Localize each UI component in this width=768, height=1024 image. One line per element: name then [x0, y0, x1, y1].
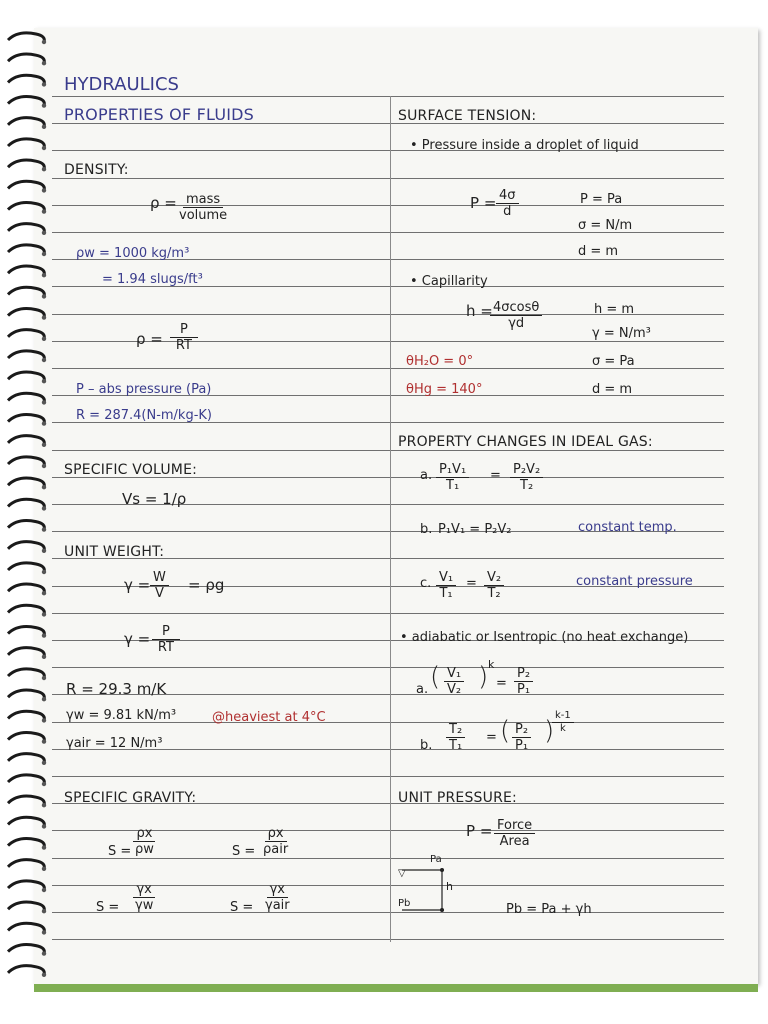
- ig-b-eq: P₁V₁ = P₂V₂: [438, 522, 512, 537]
- ig-c-frac1: [436, 570, 456, 601]
- spiral-coil: [8, 732, 44, 741]
- spiral-hole: [42, 315, 46, 319]
- pressure-definition: P – abs pressure (Pa): [76, 382, 212, 397]
- cap-den: γd: [508, 316, 525, 331]
- spiral-hole: [42, 209, 46, 213]
- spiral-coil: [8, 436, 44, 445]
- ig-b-label: b.: [420, 522, 433, 537]
- spiral-hole: [42, 824, 46, 828]
- droplet-num: 4σ: [496, 188, 519, 204]
- spiral-hole: [42, 252, 46, 256]
- spiral-hole: [42, 803, 46, 807]
- ad-a-lparen: (: [430, 662, 441, 692]
- ad-b-rnum: P₂: [512, 722, 531, 738]
- spiral-hole: [42, 443, 46, 447]
- spiral-hole: [42, 40, 46, 44]
- unit-weight-fraction: [150, 570, 169, 601]
- spiral-hole: [42, 167, 46, 171]
- sg-s4: S =: [230, 900, 254, 915]
- ideal-density-lhs: ρ =: [136, 330, 163, 348]
- spiral-coil: [8, 966, 44, 975]
- spiral-coil: [8, 542, 44, 551]
- ad-b-rparen: ): [544, 716, 555, 746]
- spiral-hole: [42, 697, 46, 701]
- spiral-hole: [42, 231, 46, 235]
- spiral-hole: [42, 146, 46, 150]
- sg-f4-den: γair: [265, 898, 290, 913]
- spiral-coil: [8, 75, 44, 84]
- spiral-hole: [42, 125, 46, 129]
- spiral-hole: [42, 549, 46, 553]
- density-den: volume: [179, 208, 228, 223]
- ig-b-note: constant temp.: [578, 520, 677, 535]
- spiral-coil: [8, 669, 44, 678]
- unit-sigma2: σ = Pa: [592, 354, 635, 369]
- unit-weight-lhs: γ =: [124, 576, 151, 594]
- heaviest-note: @heaviest at 4°C: [212, 710, 326, 725]
- density-fraction: [176, 192, 230, 223]
- spiral-hole: [42, 739, 46, 743]
- capillarity-fraction: [490, 300, 542, 331]
- spiral-coil: [8, 245, 44, 254]
- spiral-hole: [42, 612, 46, 616]
- spiral-hole: [42, 188, 46, 192]
- spiral-coil: [8, 626, 44, 635]
- ruled-line: [52, 939, 724, 940]
- spiral-coil: [8, 605, 44, 614]
- spiral-coil: [8, 478, 44, 487]
- spiral-hole: [42, 464, 46, 468]
- spiral-hole: [42, 506, 46, 510]
- page-edge: [34, 984, 758, 992]
- spiral-coil: [8, 648, 44, 657]
- ideal-den: RT: [175, 338, 192, 353]
- spiral-hole: [42, 718, 46, 722]
- spiral-hole: [42, 527, 46, 531]
- spiral-hole: [42, 485, 46, 489]
- spiral-hole: [42, 867, 46, 871]
- spiral-hole: [42, 379, 46, 383]
- ig-a-frac2: [510, 462, 543, 493]
- gamma-air: γair = 12 N/m³: [66, 736, 163, 751]
- ad-b-rden: P₁: [515, 738, 529, 753]
- spiral-coil: [8, 139, 44, 148]
- spiral-hole: [42, 421, 46, 425]
- spiral-coil: [8, 520, 44, 529]
- ig-c-num2: V₂: [484, 570, 504, 586]
- spiral-hole: [42, 655, 46, 659]
- density-header: DENSITY:: [64, 162, 129, 178]
- page-title: HYDRAULICS: [64, 74, 179, 95]
- spiral-coil: [8, 711, 44, 720]
- ig-c-den2: T₂: [487, 586, 501, 601]
- ruled-line: [52, 178, 724, 179]
- spiral-coil: [8, 881, 44, 890]
- ig-a-num2: P₂V₂: [510, 462, 543, 478]
- sg-f3-num: γx: [133, 882, 154, 898]
- up-lhs: P =: [466, 822, 493, 840]
- spiral-coil: [8, 414, 44, 423]
- ad-b-exp: [552, 710, 574, 735]
- unit-gamma: γ = N/m³: [592, 326, 651, 341]
- uw-num2: P: [152, 624, 180, 640]
- ruled-line: [52, 450, 724, 451]
- spiral-coil: [8, 160, 44, 169]
- ideal-gas-header: PROPERTY CHANGES IN IDEAL GAS:: [398, 434, 653, 450]
- unit-weight-rhs: = ρg: [188, 576, 225, 594]
- sg-fraction-1: [132, 826, 157, 857]
- ad-b-frac: [446, 722, 465, 753]
- ad-a-num: V₁: [444, 666, 464, 682]
- spiral-hole: [42, 82, 46, 86]
- up-fraction: [494, 818, 535, 849]
- sg-s2: S =: [232, 844, 256, 859]
- spiral-coil: [8, 944, 44, 953]
- ig-c-frac2: [484, 570, 504, 601]
- up-eq: Pb = Pa + γh: [506, 902, 592, 917]
- spiral-hole: [42, 888, 46, 892]
- center-divider: [390, 96, 391, 942]
- ad-a-rnum: P₂: [514, 666, 533, 682]
- spiral-hole: [42, 294, 46, 298]
- properties-header: PROPERTIES OF FLUIDS: [64, 105, 255, 124]
- ad-a-rden: P₁: [517, 682, 531, 697]
- spiral-coil: [8, 838, 44, 847]
- spiral-coil: [8, 54, 44, 63]
- sg-f2-num: ρx: [265, 826, 287, 842]
- spiral-coil: [8, 202, 44, 211]
- specific-volume-header: SPECIFIC VOLUME:: [64, 462, 198, 478]
- spiral-coil: [8, 181, 44, 190]
- ig-a-num1: P₁V₁: [436, 462, 469, 478]
- droplet-note: • Pressure inside a droplet of liquid: [410, 138, 639, 153]
- ad-a-label: a.: [416, 682, 429, 697]
- cap-h-lhs: h =: [466, 302, 493, 320]
- svg-text:▽: ▽: [398, 868, 406, 879]
- spiral-coil: [8, 860, 44, 869]
- spiral-binding: [0, 0, 60, 990]
- spiral-coil: [8, 584, 44, 593]
- ad-b-num: T₂: [446, 722, 465, 738]
- unit-h: h = m: [594, 302, 635, 317]
- up-num: Force: [494, 818, 535, 834]
- ad-a-exp: k: [488, 658, 495, 671]
- ig-a-den1: T₁: [446, 478, 460, 493]
- spiral-coil: [8, 817, 44, 826]
- spiral-hole: [42, 570, 46, 574]
- spiral-hole: [42, 973, 46, 977]
- specific-gravity-header: SPECIFIC GRAVITY:: [64, 790, 197, 806]
- density-num: mass: [183, 192, 223, 208]
- spiral-coil: [8, 690, 44, 699]
- spiral-coil: [8, 118, 44, 127]
- spiral-coil: [8, 499, 44, 508]
- uw-den: V: [154, 586, 164, 601]
- spiral-hole: [42, 273, 46, 277]
- water-density-us: = 1.94 slugs/ft³: [102, 272, 203, 287]
- unit-weight-fraction2: [152, 624, 180, 655]
- unit-d2: d = m: [592, 382, 633, 397]
- spiral-coil: [8, 563, 44, 572]
- ig-c-num1: V₁: [436, 570, 456, 586]
- spiral-coil: [8, 902, 44, 911]
- ig-a-equals: =: [490, 468, 501, 483]
- spiral-coil: [8, 393, 44, 402]
- ig-c-label: c.: [420, 576, 432, 591]
- surface-tension-header: SURFACE TENSION:: [398, 108, 537, 124]
- spiral-coil: [8, 308, 44, 317]
- spiral-coil: [8, 457, 44, 466]
- spiral-hole: [42, 930, 46, 934]
- theta-water: θH₂O = 0°: [406, 354, 474, 369]
- spiral-hole: [42, 103, 46, 107]
- h-label: h: [446, 880, 453, 893]
- ideal-density-fraction: [170, 322, 198, 353]
- gamma-water: γw = 9.81 kN/m³: [66, 708, 177, 723]
- sg-f2-den: ρair: [263, 842, 289, 857]
- spiral-hole: [42, 782, 46, 786]
- spiral-coil: [8, 372, 44, 381]
- up-den: Area: [499, 834, 530, 849]
- sg-f1-den: ρw: [135, 842, 154, 857]
- sg-fraction-2: [260, 826, 291, 857]
- ig-c-den1: T₁: [439, 586, 453, 601]
- ideal-num: P: [170, 322, 198, 338]
- spiral-hole: [42, 676, 46, 680]
- spiral-hole: [42, 761, 46, 765]
- ig-c-equals: =: [466, 576, 477, 591]
- ad-a-den: V₂: [447, 682, 462, 697]
- unit-p: P = Pa: [580, 192, 623, 207]
- sg-s3: S =: [96, 900, 120, 915]
- spiral-coil: [8, 796, 44, 805]
- pa-label: Pa: [430, 854, 442, 865]
- adiabatic-note: • adiabatic or Isentropic (no heat exchange): [400, 630, 689, 645]
- uw-den2: RT: [157, 640, 174, 655]
- spiral-coil: [8, 351, 44, 360]
- spiral-hole: [42, 61, 46, 65]
- spiral-coil: [8, 754, 44, 763]
- ruled-line: [52, 613, 724, 614]
- droplet-fraction: [496, 188, 519, 219]
- ad-a-equals: =: [496, 676, 507, 691]
- ig-a-label: a.: [420, 468, 433, 483]
- droplet-den: d: [503, 204, 512, 219]
- ad-b-lparen: (: [500, 716, 511, 746]
- sg-fraction-3: [132, 882, 156, 913]
- spiral-hole: [42, 845, 46, 849]
- capillarity-label: • Capillarity: [410, 274, 488, 289]
- spiral-coil: [8, 923, 44, 932]
- spiral-coil: [8, 287, 44, 296]
- ad-a-rparen: ): [478, 662, 489, 692]
- spiral-hole: [42, 337, 46, 341]
- spiral-hole: [42, 591, 46, 595]
- ad-b-exp-num: k-1: [552, 710, 574, 723]
- ad-a-frac: [444, 666, 464, 697]
- cap-num: 4σcosθ: [490, 300, 542, 316]
- unit-d: d = m: [578, 244, 619, 259]
- unit-weight-header: UNIT WEIGHT:: [64, 544, 165, 560]
- density-lhs: ρ =: [150, 194, 177, 212]
- spiral-hole: [42, 358, 46, 362]
- spiral-hole: [42, 951, 46, 955]
- ad-a-rfrac: [514, 666, 533, 697]
- sg-f4-num: γx: [267, 882, 288, 898]
- droplet-p-lhs: P =: [470, 194, 497, 212]
- ruled-line: [52, 667, 724, 668]
- water-density-si: ρw = 1000 kg/m³: [76, 246, 190, 261]
- ad-b-rfrac: [512, 722, 531, 753]
- ig-a-frac1: [436, 462, 469, 493]
- unit-pressure-header: UNIT PRESSURE:: [398, 790, 517, 806]
- theta-mercury: θHg = 140°: [406, 382, 483, 397]
- ig-c-note: constant pressure: [576, 574, 693, 589]
- r-value: R = 29.3 m/K: [66, 680, 167, 698]
- gas-constant: R = 287.4(N-m/kg-K): [76, 408, 213, 423]
- spiral-coil: [8, 330, 44, 339]
- ruled-line: [52, 96, 724, 97]
- spiral-hole: [42, 633, 46, 637]
- ig-a-den2: T₂: [520, 478, 534, 493]
- sg-f1-num: ρx: [133, 826, 155, 842]
- ruled-line: [52, 858, 724, 859]
- spiral-coil: [8, 33, 44, 42]
- ad-b-equals: =: [486, 730, 497, 745]
- spiral-coil: [8, 266, 44, 275]
- spiral-coil: [8, 775, 44, 784]
- specific-volume-eq: Vs = 1/ρ: [122, 490, 187, 508]
- uw-num: W: [150, 570, 169, 586]
- spiral-hole: [42, 400, 46, 404]
- ad-b-den: T₁: [449, 738, 463, 753]
- ad-b-label: b.: [420, 738, 433, 753]
- spiral-hole: [42, 909, 46, 913]
- ruled-line: [52, 776, 724, 777]
- pb-label: Pb: [398, 898, 411, 909]
- spiral-coil: [8, 96, 44, 105]
- ad-b-exp-den: k: [559, 723, 566, 734]
- spiral-coil: [8, 224, 44, 233]
- unit-weight-lhs2: γ =: [124, 630, 151, 648]
- sg-f3-den: γw: [135, 898, 154, 913]
- unit-sigma: σ = N/m: [578, 218, 633, 233]
- sg-fraction-4: [262, 882, 293, 913]
- sg-s1: S =: [108, 844, 132, 859]
